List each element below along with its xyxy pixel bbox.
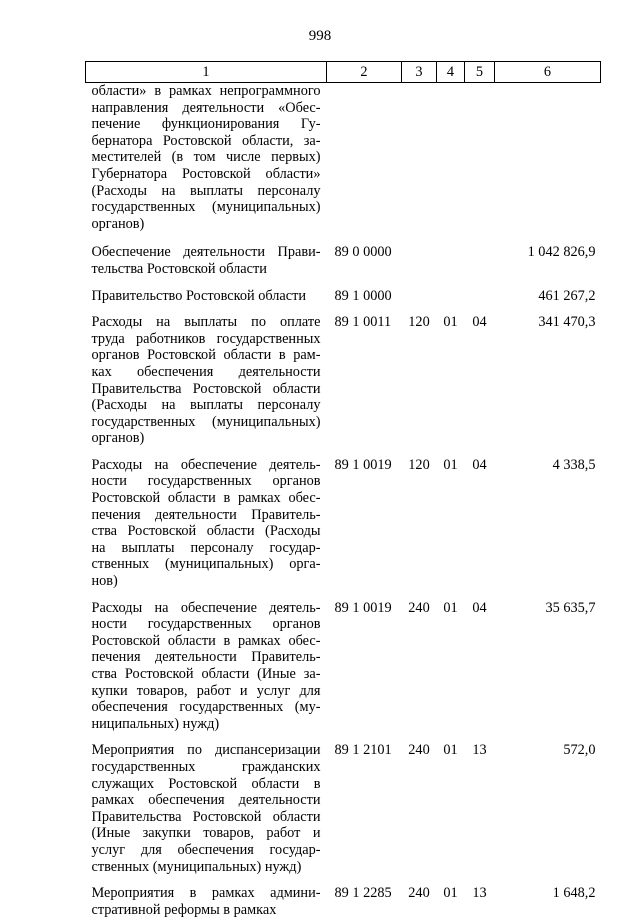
table-row bbox=[86, 244, 601, 287]
row-sum: 572,0 bbox=[495, 742, 601, 885]
row-name-line: нов) bbox=[92, 573, 321, 590]
row-expense-type bbox=[402, 83, 437, 245]
row-code: 89 0 0000 bbox=[327, 244, 402, 287]
row-name-line: Губернатора Ростовской области» bbox=[92, 166, 321, 183]
row-code: 89 1 0019 bbox=[327, 457, 402, 600]
row-expense-type: 120 bbox=[402, 457, 437, 600]
table-row bbox=[86, 83, 601, 245]
row-name-line: органов) bbox=[92, 216, 321, 233]
row-name-line: ства Ростовской области (Расходы bbox=[92, 523, 321, 540]
row-name bbox=[86, 457, 327, 600]
table-row bbox=[86, 885, 601, 918]
row-section bbox=[437, 288, 465, 315]
budget-table bbox=[85, 61, 601, 918]
row-section: 01 bbox=[437, 457, 465, 600]
header-col-2: 2 bbox=[327, 62, 402, 83]
table-row bbox=[86, 742, 601, 885]
page-number: 998 bbox=[0, 27, 640, 45]
row-expense-type bbox=[402, 244, 437, 287]
row-name-line: органов) bbox=[92, 430, 321, 447]
row-sum: 1 042 826,9 bbox=[495, 244, 601, 287]
row-name bbox=[86, 600, 327, 743]
row-name-line: Правительство Ростовской области bbox=[92, 288, 321, 305]
row-section bbox=[437, 83, 465, 245]
row-name-line: (Иные закупки товаров, работ и bbox=[92, 825, 321, 842]
row-subsection: 13 bbox=[465, 885, 495, 918]
row-subsection bbox=[465, 288, 495, 315]
row-expense-type: 240 bbox=[402, 600, 437, 743]
row-name-line: служащих Ростовской области в bbox=[92, 776, 321, 793]
row-name-line: Ростовской области в рамках обес- bbox=[92, 490, 321, 507]
row-name-line: на выплаты персоналу государ- bbox=[92, 540, 321, 557]
row-name-line: услуг для обеспечения государ- bbox=[92, 842, 321, 859]
row-name-line: обеспечения государственных (му- bbox=[92, 699, 321, 716]
row-sum: 35 635,7 bbox=[495, 600, 601, 743]
row-name-line: печение функционирования Гу- bbox=[92, 116, 321, 133]
row-name-line: тельства Ростовской области bbox=[92, 261, 321, 278]
row-name bbox=[86, 885, 327, 918]
table-row bbox=[86, 457, 601, 600]
row-name-line: ности государственных органов bbox=[92, 473, 321, 490]
row-name bbox=[86, 314, 327, 457]
row-code: 89 1 0000 bbox=[327, 288, 402, 315]
row-name-line: государственных гражданских bbox=[92, 759, 321, 776]
row-name-line: Расходы на обеспечение деятель- bbox=[92, 600, 321, 617]
row-name-line: местителей (в том числе первых) bbox=[92, 149, 321, 166]
row-name-line: Мероприятия по диспансеризации bbox=[92, 742, 321, 759]
row-subsection bbox=[465, 244, 495, 287]
row-section: 01 bbox=[437, 742, 465, 885]
header-col-6: 6 bbox=[495, 62, 601, 83]
row-name-line: Правительства Ростовской области bbox=[92, 381, 321, 398]
row-expense-type: 240 bbox=[402, 742, 437, 885]
row-name-line: стративной реформы в рамках bbox=[92, 902, 321, 918]
row-name-line: ности государственных органов bbox=[92, 616, 321, 633]
row-sum bbox=[495, 83, 601, 245]
row-name-line: труда работников государственных bbox=[92, 331, 321, 348]
row-name-line: Ростовской области в рамках обес- bbox=[92, 633, 321, 650]
row-expense-type bbox=[402, 288, 437, 315]
table-row bbox=[86, 600, 601, 743]
row-name bbox=[86, 83, 327, 245]
row-name-line: печения деятельности Правитель- bbox=[92, 649, 321, 666]
row-code: 89 1 2101 bbox=[327, 742, 402, 885]
row-name bbox=[86, 288, 327, 315]
row-expense-type: 120 bbox=[402, 314, 437, 457]
header-col-1: 1 bbox=[86, 62, 327, 83]
row-code bbox=[327, 83, 402, 245]
row-name-line: области» в рамках непрограммного bbox=[92, 83, 321, 100]
row-name-line: ственных (муниципальных) нужд) bbox=[92, 859, 321, 876]
row-name-line: печения деятельности Правитель- bbox=[92, 507, 321, 524]
row-name bbox=[86, 742, 327, 885]
row-subsection: 13 bbox=[465, 742, 495, 885]
row-section: 01 bbox=[437, 885, 465, 918]
row-name-line: рамках обеспечения деятельности bbox=[92, 792, 321, 809]
row-expense-type: 240 bbox=[402, 885, 437, 918]
row-name-line: Правительства Ростовской области bbox=[92, 809, 321, 826]
row-name-line: Расходы на выплаты по оплате bbox=[92, 314, 321, 331]
row-sum: 1 648,2 bbox=[495, 885, 601, 918]
row-name bbox=[86, 244, 327, 287]
row-name-line: ства Ростовской области (Иные за- bbox=[92, 666, 321, 683]
row-subsection: 04 bbox=[465, 600, 495, 743]
header-col-5: 5 bbox=[465, 62, 495, 83]
row-name-line: Обеспечение деятельности Прави- bbox=[92, 244, 321, 261]
row-subsection: 04 bbox=[465, 314, 495, 457]
row-name-line: государственных (муниципальных) bbox=[92, 414, 321, 431]
row-section: 01 bbox=[437, 600, 465, 743]
table-row bbox=[86, 288, 601, 315]
row-section: 01 bbox=[437, 314, 465, 457]
row-name-line: (Расходы на выплаты персоналу bbox=[92, 183, 321, 200]
row-name-line: Мероприятия в рамках админи- bbox=[92, 885, 321, 902]
row-name-line: государственных (муниципальных) bbox=[92, 199, 321, 216]
row-sum: 461 267,2 bbox=[495, 288, 601, 315]
header-col-3: 3 bbox=[402, 62, 437, 83]
row-name-line: направления деятельности «Обес- bbox=[92, 100, 321, 117]
row-name-line: Расходы на обеспечение деятель- bbox=[92, 457, 321, 474]
row-code: 89 1 2285 bbox=[327, 885, 402, 918]
row-code: 89 1 0011 bbox=[327, 314, 402, 457]
row-code: 89 1 0019 bbox=[327, 600, 402, 743]
row-subsection bbox=[465, 83, 495, 245]
table-header bbox=[86, 62, 601, 83]
row-name-line: купки товаров, работ и услуг для bbox=[92, 683, 321, 700]
row-name-line: ственных (муниципальных) орга- bbox=[92, 556, 321, 573]
row-name-line: (Расходы на выплаты персоналу bbox=[92, 397, 321, 414]
header-row bbox=[86, 62, 601, 83]
row-name-line: бернатора Ростовской области, за- bbox=[92, 133, 321, 150]
row-name-line: ках обеспечения деятельности bbox=[92, 364, 321, 381]
row-name-line: ниципальных) нужд) bbox=[92, 716, 321, 733]
row-name-line: органов Ростовской области в рам- bbox=[92, 347, 321, 364]
row-sum: 341 470,3 bbox=[495, 314, 601, 457]
table-body bbox=[86, 83, 601, 918]
row-section bbox=[437, 244, 465, 287]
table-row bbox=[86, 314, 601, 457]
row-subsection: 04 bbox=[465, 457, 495, 600]
row-sum: 4 338,5 bbox=[495, 457, 601, 600]
header-col-4: 4 bbox=[437, 62, 465, 83]
